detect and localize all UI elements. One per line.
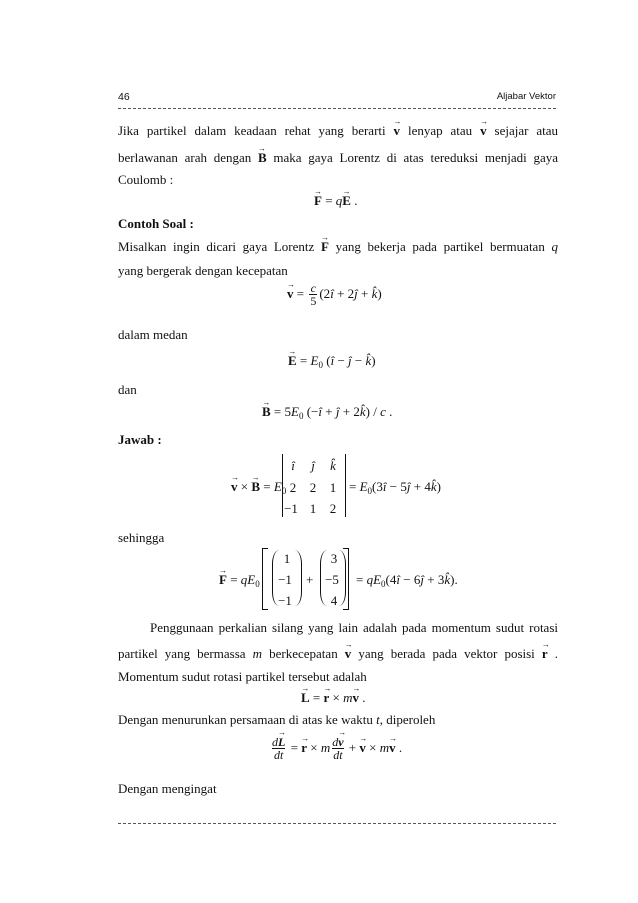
para2-line2: partikel yang bermassa m berkecepatan → v yang berada pada vektor posisi → r . bbox=[118, 647, 558, 661]
det-cell: ĵ bbox=[311, 458, 315, 473]
and-text: dan bbox=[118, 382, 137, 397]
vector1-paren-right bbox=[295, 550, 302, 606]
equation-magnetic-field: → $B = 5E_0$ (−î + ĵ + 2k̂) / c . bbox=[262, 405, 392, 423]
det-cell: 2 bbox=[289, 480, 297, 495]
para1-line3: Coulomb : bbox=[118, 172, 174, 187]
vector2-entry: 3 bbox=[330, 551, 338, 566]
det-cell: 2 bbox=[309, 480, 317, 495]
force-lhs: → $F = qE_0$ bbox=[219, 573, 260, 591]
vector2-entry: 4 bbox=[330, 593, 338, 608]
plus-sign: + bbox=[306, 572, 314, 587]
equation-velocity: → v = $\frac{c}{5}$ (2î + 2ĵ + k̂) bbox=[287, 282, 382, 308]
example-line2: yang bergerak dengan kecepatan bbox=[118, 263, 288, 278]
equation-derivative: $\frac{d\to L}{dt}$ = → r × m $\frac{d\to v}{dt}$ + → v × m→ v . bbox=[270, 736, 402, 762]
det-cell: 1 bbox=[329, 480, 337, 495]
outer-bracket-right bbox=[343, 548, 349, 610]
det-cell: −1 bbox=[284, 501, 298, 516]
outer-bracket-left bbox=[262, 548, 268, 610]
running-title: Aljabar Vektor bbox=[496, 91, 556, 102]
para1-line1: Jika partikel dalam keadaan rehat yang berarti → v lenyap atau → v sejajar atau bbox=[118, 124, 558, 138]
det-result: = $E_0(3î$ − 5ĵ + 4k̂) bbox=[349, 479, 441, 496]
page-number: 46 bbox=[118, 91, 130, 103]
det-cell: î bbox=[291, 458, 295, 473]
footer-rule bbox=[118, 823, 556, 824]
para2-line5: Dengan mengingat bbox=[118, 781, 217, 796]
para2-line3: Momentum sudut rotasi partikel tersebut adalah bbox=[118, 669, 367, 684]
in-field-text: dalam medan bbox=[118, 327, 188, 342]
para2-line4: Dengan menurunkan persamaan di atas ke waktu t, diperoleh bbox=[118, 712, 436, 727]
equation-angular-momentum: → L = → r × m→ v . bbox=[301, 691, 366, 705]
vector2-entry: −5 bbox=[325, 572, 339, 587]
vector1-entry: 1 bbox=[283, 551, 291, 566]
vector1-entry: −1 bbox=[278, 572, 292, 587]
det-cell: 1 bbox=[309, 501, 317, 516]
example-heading: Contoh Soal : bbox=[118, 216, 194, 231]
example-line1: Misalkan ingin dicari gaya Lorentz → F yang bekerja pada partikel bermuatan q bbox=[118, 240, 558, 254]
det-cell: k̂ bbox=[330, 458, 336, 473]
determinant bbox=[282, 454, 346, 517]
vector1-entry: −1 bbox=[278, 593, 292, 608]
det-cell: 2 bbox=[329, 501, 337, 516]
header-rule bbox=[118, 108, 556, 109]
force-result: = $qE_0(4î$ − 6ĵ + 3k̂). bbox=[356, 572, 458, 589]
so-text: sehingga bbox=[118, 530, 165, 545]
equation-coulomb: → F = q→ E . bbox=[314, 194, 357, 208]
para1-line2: berlawanan arah dengan → B maka gaya Lorentz di atas tereduksi menjadi gaya bbox=[118, 151, 558, 165]
equation-electric-field: → $E = E_0$ (î − ĵ − k̂) bbox=[288, 354, 376, 372]
answer-heading: Jawab : bbox=[118, 432, 162, 447]
para2-line1: Penggunaan perkalian silang yang lain adalah pada momentum sudut rotasi bbox=[150, 620, 558, 635]
det-lhs: → v × → $B = E_0$ bbox=[231, 480, 286, 498]
